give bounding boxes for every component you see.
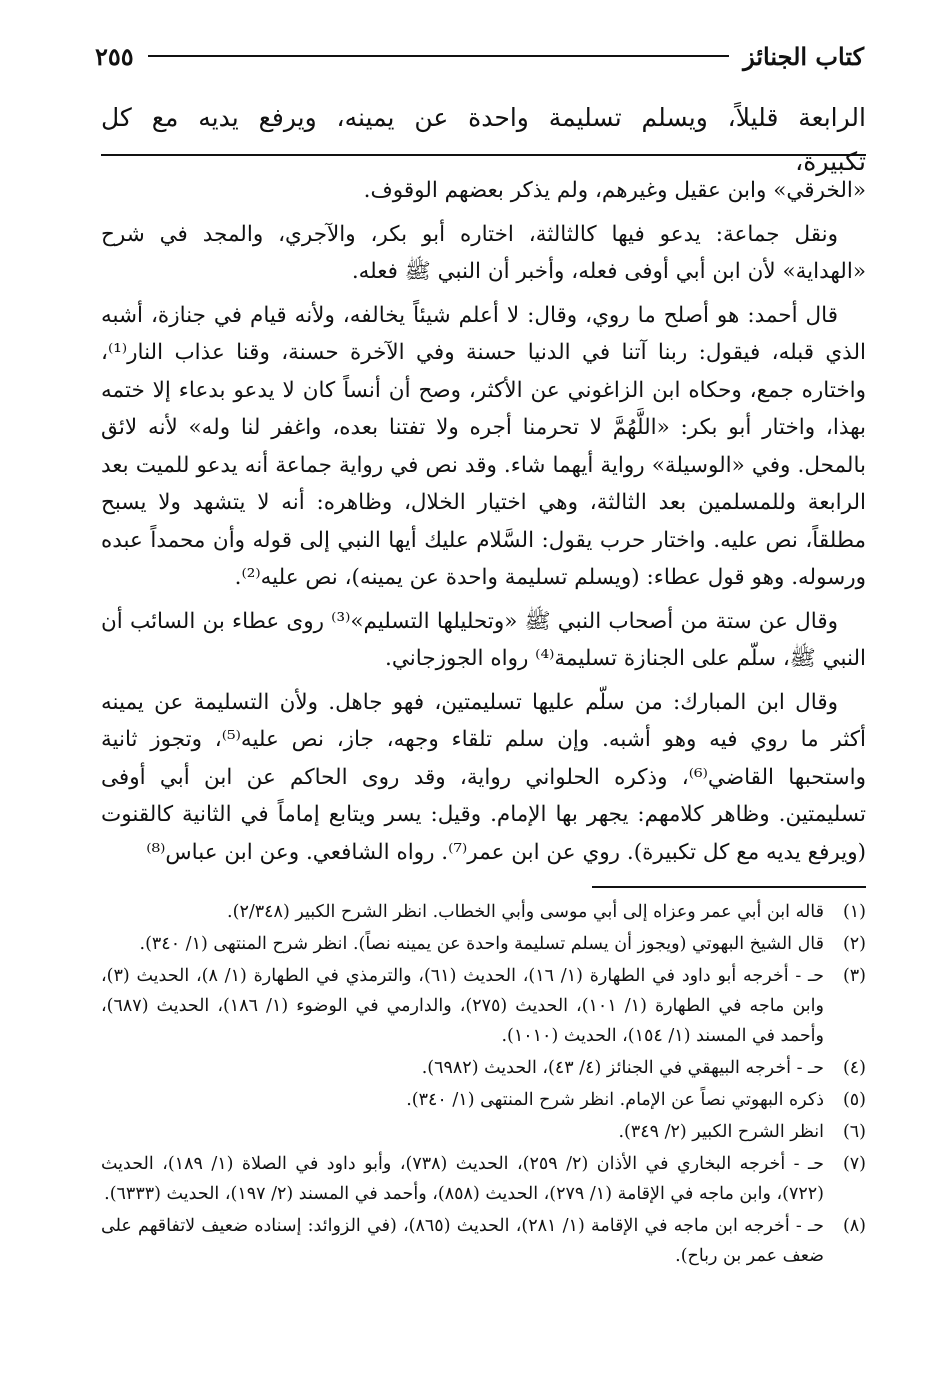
footnote-number: (٤) [842,1058,866,1078]
paragraph: وقال ابن المبارك: من سلّم عليها تسليمتين، فهو جاهل. ولأن التسليمة عن يمينه أكثر ما روي فيه وهو أشبه. وإن سلم تلقاء وجهه، جاز، نص عليه⁽⁵⁾، وتجوز ثانية واستحبها القاضي⁽⁶⁾، وذكره الحلواني رواية، وقد روى الحاكم عن ابن أبي أوفى تسليمتين. وظاهر كلامهم: يجهر بها الإمام. وقيل: يسر ويتابع إماماً في الثانية كالقنوت (ويرفع يديه مع كل تكبيرة). روي عن ابن عمر⁽⁷⁾. رواه الشافعي. وعن ابن عباس⁽⁸⁾ [101,689,866,865]
header-rule [148,55,729,57]
footnotes [101,897,866,1273]
footnote [101,1149,866,1209]
matn-text: الرابعة قليلاً، ويسلم تسليمة واحدة عن يمينه، ويرفع يديه مع كل تكبيرة، [101,103,866,176]
paragraph: ونقل جماعة: يدعو فيها كالثالثة، اختاره أبو بكر، والآجري، والمجد في شرح «الهداية» لأن ابن أبي أوفى فعله، وأخبر أن النبي ﷺ فعله. [101,221,866,284]
chapter-title: كتاب الجنائز [743,41,864,71]
footnote-number: (٧) [842,1154,866,1174]
commentary-body [101,172,866,877]
footnote-text: حـ - أخرجه البخاري في الأذان (٢/ ٢٥٩)، الحديث (٧٣٨)، وأبو داود في الصلاة (١/ ١٨٩)، الحديث (٧٢٢)، وابن ماجه في الإقامة (١/ ٢٧٩)، الحديث (٨٥٨)، وأحمد في المسند (٢/ ١٩٧)، الحديث (٦٣٣٣). [101,1154,824,1204]
footnote-text: حـ - أخرجه البيهقي في الجنائز (٤/ ٤٣)، الحديث (٦٩٨٢). [421,1058,824,1078]
footnote-text: قال الشيخ البهوتي (ويجوز أن يسلم تسليمة واحدة عن يمينه نصاً). انظر شرح المنتهى (١/ ٣٤٠). [139,934,824,954]
footnote-divider [592,886,866,888]
footnote [101,1117,866,1147]
footnote-text: قاله ابن أبي عمر وعزاه إلى أبي موسى وأبي الخطاب. انظر الشرح الكبير (٢/٣٤٨). [227,902,824,922]
footnote [101,1085,866,1115]
footnote-number: (٨) [842,1216,866,1236]
footnote-text: حـ - أخرجه أبو داود في الطهارة (١/ ١٦)، الحديث (٦١)، والترمذي في الطهارة (١/ ٨)، الحديث (٣)، وابن ماجه في الطهارة (١/ ١٠١)، الحديث (٢٧٥)، والدارمي في الوضوء (١/ ١٨٦)، الحديث (٦٨٧)، وأحمد في المسند (١/ ١٥٤)، الحديث (١٠١٠). [101,966,825,1046]
paragraph: وقال عن ستة من أصحاب النبي ﷺ «وتحليلها التسليم»⁽³⁾ روى عطاء بن السائب أن النبي ﷺ، سلّم على الجنازة تسليمة⁽⁴⁾ رواه الجوزجاني. [101,608,866,671]
page-number: ٢٥٥ [95,41,134,71]
footnote [101,897,866,927]
footnote-number: (٣) [842,966,866,986]
footnote-number: (١) [842,902,866,922]
matn-divider [101,154,866,156]
footnote [101,929,866,959]
footnote [101,961,866,1051]
footnote-text: انظر الشرح الكبير (٢/ ٣٤٩). [618,1122,824,1142]
footnote-number: (٢) [842,934,866,954]
footnote-text: ذكره البهوتي نصاً عن الإمام. انظر شرح المنتهى (١/ ٣٤٠). [406,1090,824,1110]
paragraph: «الخرقي» وابن عقيل وغيرهم، ولم يذكر بعضهم الوقوف. [363,178,866,203]
footnote [101,1053,866,1083]
paragraph: قال أحمد: هو أصلح ما روي، وقال: لا أعلم شيئاً يخالفه، ولأنه قيام في جنازة، أشبه الذي قبله، فيقول: ربنا آتنا في الدنيا حسنة وفي الآخرة حسنة، وقنا عذاب النار⁽¹⁾، واختاره جمع، وحكاه ابن الزاغوني عن الأكثر، وصح أن أنساً كان لا يدعو بدعاء إلا ختمه بهذا، واختار أبو بكر: «اللَّهُمَّ لا تحرمنا أجره ولا تفتنا بعده، واغفر لنا وله» لأنه لائق بالمحل. وفي «الوسيلة» رواية أيهما شاء. وقد نص في رواية جماعة أنه يدعو للميت بعد الرابعة وللمسلمين بعد الثالثة، وهي اختيار الخلال، وظاهره: أنه لا يتشهد ولا يسبح مطلقاً، نص عليه. واختار حرب يقول: السَّلام عليك أيها النبي إلى قوله وأن محمداً عبده ورسوله. وهو قول عطاء: (ويسلم تسليمة واحدة عن يمينه)، نص عليه⁽²⁾. [101,302,866,590]
footnote-number: (٦) [842,1122,866,1142]
footnote-number: (٥) [842,1090,866,1110]
page-header [95,38,864,74]
footnote-text: حـ - أخرجه ابن ماجه في الإقامة (١/ ٢٨١)، الحديث (٨٦٥)، (في الزوائد: إسناده ضعيف لاتفاقهم على ضعف عمر بن رباح). [101,1216,824,1266]
footnote [101,1211,866,1271]
